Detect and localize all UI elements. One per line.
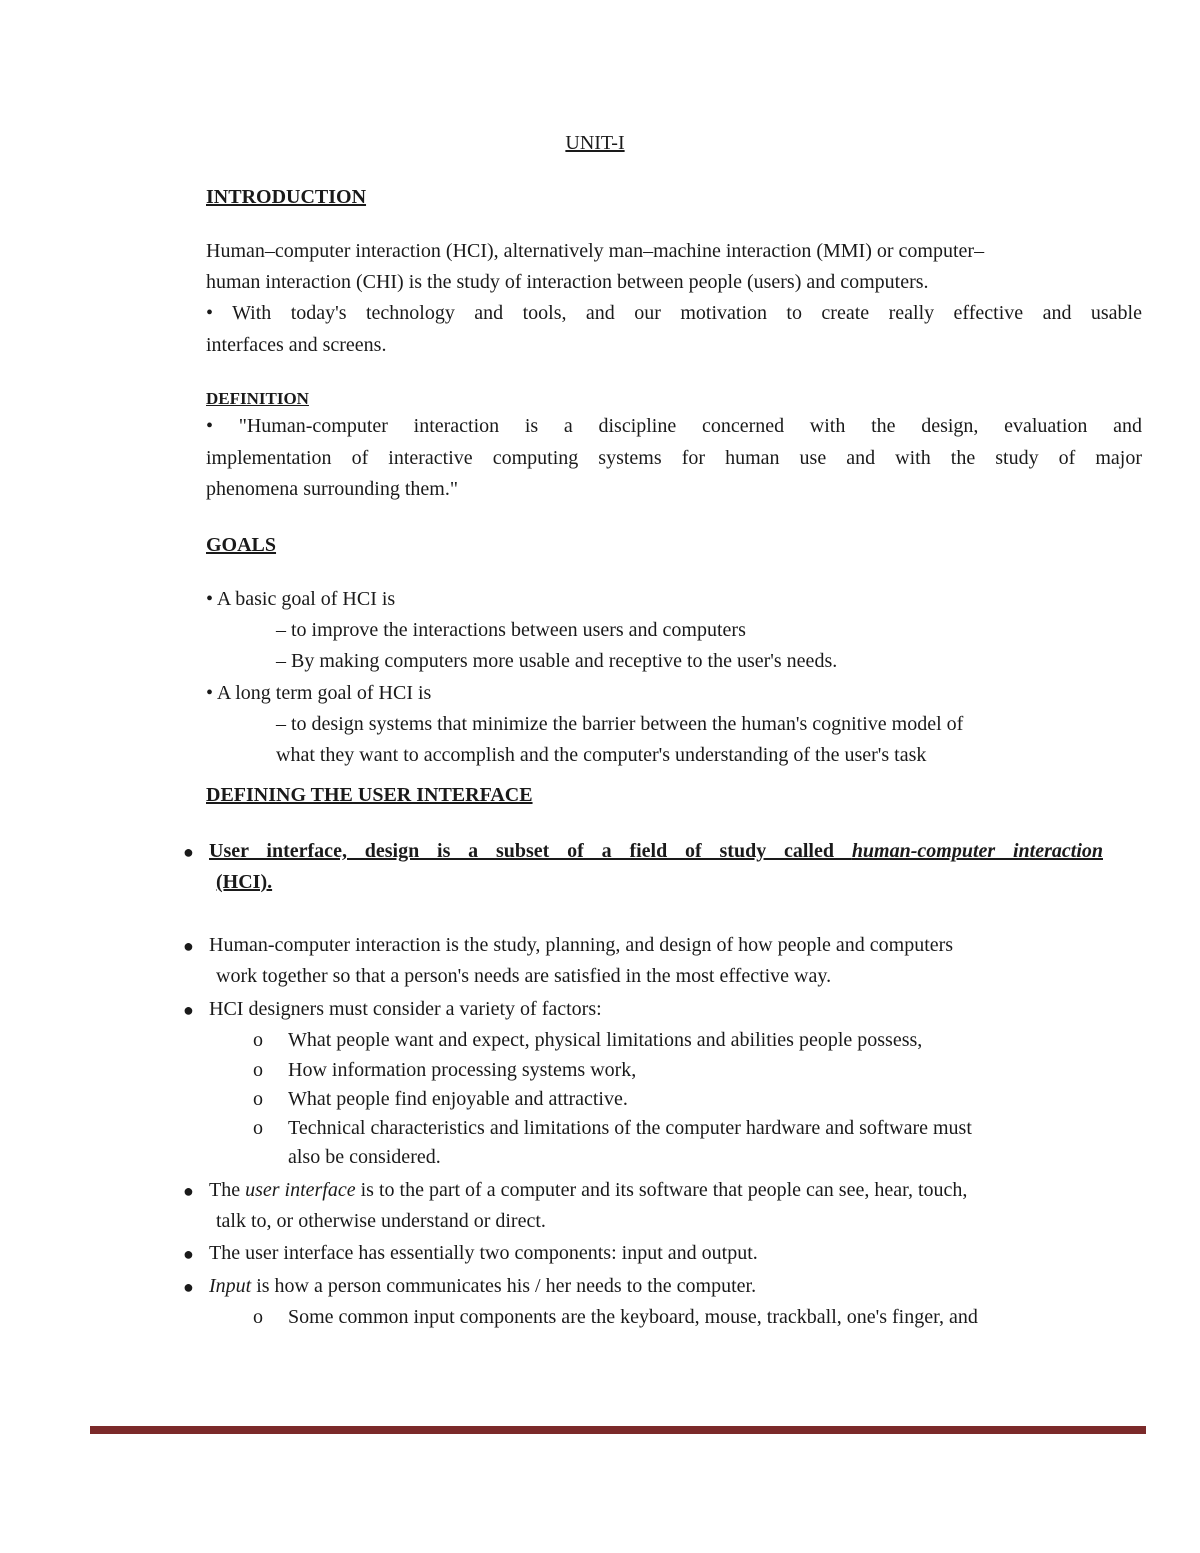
ui-bullet-line: User interface, design is a subset of a field of study called human-computer interaction: [209, 840, 1103, 862]
ui-sub-item: What people find enjoyable and attractive.: [288, 1088, 628, 1110]
goals-sub-item: what they want to accomplish and the computer's understanding of the user's task: [276, 744, 927, 766]
ui-bullet-line: Human-computer interaction is the study, planning, and design of how people and computers: [209, 934, 954, 956]
goals-sub-item: – to design systems that minimize the barrier between the human's cognitive model of: [276, 713, 964, 735]
bullet-icon: ●: [183, 936, 194, 956]
sub-bullet-icon: o: [253, 1088, 263, 1110]
ui-bullet-line: HCI designers must consider a variety of factors:: [209, 998, 602, 1020]
unit-title: UNIT-I: [565, 132, 625, 154]
ui-bullet-line: Input is how a person communicates his / her needs to the computer.: [209, 1275, 757, 1297]
definition-heading: DEFINITION: [206, 389, 309, 408]
definition-line: implementation of interactive computing systems for human use and with the study of major: [206, 447, 1142, 469]
defining-ui-heading: DEFINING THE USER INTERFACE: [206, 784, 533, 806]
ui-bullet-line: The user interface has essentially two components: input and output.: [209, 1242, 758, 1264]
ui-bullet-line: talk to, or otherwise understand or direct.: [216, 1210, 546, 1232]
intro-bullet-line: interfaces and screens.: [206, 334, 387, 356]
intro-paragraph-line: human interaction (CHI) is the study of interaction between people (users) and computers.: [206, 271, 929, 293]
bullet-icon: ●: [183, 1244, 194, 1264]
bullet-icon: ●: [183, 842, 194, 862]
intro-bullet-line: • With today's technology and tools, and our motivation to create really effective and usable: [206, 302, 1142, 324]
bullet-icon: ●: [183, 1000, 194, 1020]
ui-sub-item: How information processing systems work,: [288, 1059, 637, 1081]
introduction-heading: INTRODUCTION: [206, 186, 367, 208]
bullet-icon: ●: [183, 1277, 194, 1297]
definition-line: phenomena surrounding them.": [206, 478, 459, 500]
bullet-icon: ●: [183, 1181, 194, 1201]
goals-bullet: • A long term goal of HCI is: [206, 682, 432, 704]
goals-heading: GOALS: [206, 534, 277, 556]
goals-sub-item: – By making computers more usable and receptive to the user's needs.: [276, 650, 838, 672]
goals-bullet: • A basic goal of HCI is: [206, 588, 396, 610]
ui-sub-item: also be considered.: [288, 1146, 441, 1168]
sub-bullet-icon: o: [253, 1117, 263, 1139]
goals-sub-item: – to improve the interactions between users and computers: [276, 619, 746, 641]
sub-bullet-icon: o: [253, 1306, 263, 1328]
intro-paragraph-line: Human–computer interaction (HCI), alternatively man–machine interaction (MMI) or computer–: [206, 240, 985, 262]
sub-bullet-icon: o: [253, 1059, 263, 1081]
ui-sub-item: Some common input components are the keyboard, mouse, trackball, one's finger, and: [288, 1306, 978, 1328]
ui-bullet-line: work together so that a person's needs are satisfied in the most effective way.: [216, 965, 832, 987]
ui-sub-item: What people want and expect, physical limitations and abilities people possess,: [288, 1029, 923, 1051]
definition-line: • "Human-computer interaction is a discipline concerned with the design, evaluation and: [206, 415, 1142, 437]
sub-bullet-icon: o: [253, 1029, 263, 1051]
footer-rule: [90, 1426, 1146, 1434]
ui-bullet-line: (HCI).: [216, 871, 273, 893]
ui-bullet-line: The user interface is to the part of a computer and its software that people can see, hear, touch,: [209, 1179, 968, 1201]
ui-sub-item: Technical characteristics and limitations of the computer hardware and software must: [288, 1117, 972, 1139]
